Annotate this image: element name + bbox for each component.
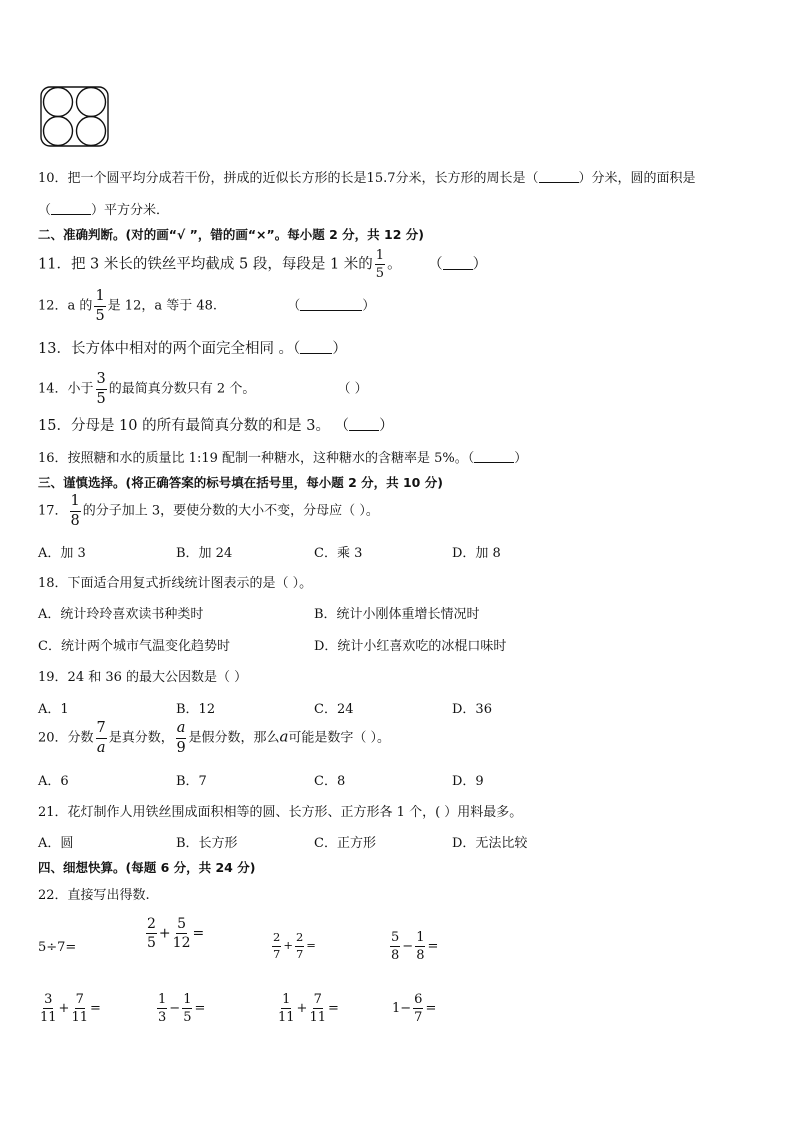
q19-option-c[interactable]: C．24	[314, 702, 354, 717]
fraction: $\frac{3}{5}$	[96, 371, 106, 407]
q18-option-d[interactable]: D．统计小红喜欢吃的冰棍口味时	[314, 639, 507, 654]
fraction: $\frac{1}{11}$	[278, 992, 295, 1025]
q21-option-a[interactable]: A．圆	[38, 836, 74, 851]
question-10-line2: （ ）平方分米．	[38, 203, 170, 218]
question-14: 14．小于 $\frac{3}{5}$ 的最简真分数只有 2 个。 （ ）	[38, 371, 368, 407]
expr-2: $\frac{2}{5}$ + $\frac{5}{12}$ =	[147, 916, 205, 951]
q18-option-a[interactable]: A．统计玲玲喜欢读书种类时	[38, 607, 204, 622]
section-2-heading: 二、准确判断。(对的画“√ ”，错的画“×”。每小题 2 分，共 12 分)	[38, 227, 424, 242]
fraction: $\frac{1}{8}$	[70, 493, 80, 529]
section-4-heading: 四、细想快算。(每题 6 分，共 24 分)	[38, 860, 256, 875]
fraction: $\frac{1}{5}$	[375, 248, 385, 281]
four-circles-figure	[40, 86, 110, 148]
q18-option-b[interactable]: B．统计小刚体重增长情况时	[314, 607, 480, 622]
q21-option-b[interactable]: B．长方形	[176, 836, 238, 851]
q21-option-c[interactable]: C．正方形	[314, 836, 376, 851]
answer-blank[interactable]	[300, 298, 362, 311]
expr-3: $\frac{2}{7}$ + $\frac{2}{7}$ =	[273, 930, 316, 961]
question-18: 18．下面适合用复式折线统计图表示的是（ ）。	[38, 576, 313, 591]
question-22: 22．直接写出得数.	[38, 888, 150, 903]
fraction: $\frac{3}{11}$	[40, 992, 57, 1025]
q19-option-a[interactable]: A．1	[38, 702, 69, 717]
question-10-line1: 10．把一个圆平均分成若干份，拼成的近似长方形的长是15.7分米，长方形的周长是（ ）分米，圆的面积是	[38, 171, 696, 186]
fraction: $\frac{1}{3}$	[158, 992, 167, 1025]
question-16: 16．按照糖和水的质量比 1:19 配制一种糖水，这种糖水的含糖率是 5%。（ ）	[38, 451, 528, 466]
question-11: 11．把 3 米长的铁丝平均截成 5 段，每段是 1 米的 $\frac{1}{5}$ 。 （ ）	[38, 248, 488, 281]
q21-option-d[interactable]: D．无法比较	[452, 836, 528, 851]
fraction: $\frac{2}{7}$	[273, 930, 281, 961]
fraction: $\frac{5}{12}$	[172, 916, 191, 951]
expr-7: $\frac{1}{11}$ + $\frac{7}{11}$ =	[278, 992, 339, 1025]
expr-1: 5÷7=	[38, 940, 77, 955]
question-13: 13．长方体中相对的两个面完全相同 。（ ）	[38, 341, 347, 357]
question-19: 19．24 和 36 的最大公因数是（ ）	[38, 670, 248, 685]
q20-option-d[interactable]: D．9	[452, 774, 484, 789]
q17-option-b[interactable]: B．加 24	[176, 546, 233, 561]
fraction: $\frac{1}{5}$	[95, 288, 105, 324]
answer-blank[interactable]	[349, 418, 379, 431]
expr-6: $\frac{1}{3}$ − $\frac{1}{5}$ =	[158, 992, 206, 1025]
answer-blank[interactable]	[474, 450, 514, 463]
q19-option-b[interactable]: B．12	[176, 702, 216, 717]
fraction: $\frac{7}{11}$	[71, 992, 88, 1025]
expr-5: $\frac{3}{11}$ + $\frac{7}{11}$ =	[40, 992, 101, 1025]
q19-option-d[interactable]: D．36	[452, 702, 492, 717]
q18-option-c[interactable]: C．统计两个城市气温变化趋势时	[38, 639, 230, 654]
answer-blank[interactable]	[51, 202, 91, 215]
fraction: $\frac{2}{7}$	[295, 930, 304, 961]
answer-blank[interactable]	[539, 170, 579, 183]
fraction: $\frac{7}{11}$	[309, 992, 326, 1025]
q17-option-d[interactable]: D．加 8	[452, 546, 501, 561]
fraction: $\frac{7}{a}$	[96, 720, 106, 756]
question-17: 17． $\frac{1}{8}$ 的分子加上 3，要使分数的大小不变，分母应（ ）。	[38, 493, 379, 529]
fraction: $\frac{6}{7}$	[414, 992, 423, 1025]
fraction: $\frac{5}{8}$	[391, 930, 400, 963]
q17-option-c[interactable]: C．乘 3	[314, 546, 363, 561]
question-21: 21．花灯制作人用铁丝围成面积相等的圆、长方形、正方形各 1 个，( ）用料最多。	[38, 805, 523, 820]
q20-option-a[interactable]: A．6	[38, 774, 69, 789]
q20-option-c[interactable]: C．8	[314, 774, 346, 789]
question-20: 20．分数 $\frac{7}{a}$ 是真分数， $\frac{a}{9}$ 是假分数，那么a可能是数字（ ）。	[38, 720, 391, 756]
expr-8: 1− $\frac{6}{7}$ =	[392, 992, 437, 1025]
fraction: $\frac{1}{5}$	[183, 992, 192, 1025]
question-15: 15．分母是 10 的所有最简真分数的和是 3。 （ ）	[38, 418, 394, 434]
fraction: $\frac{a}{9}$	[176, 720, 186, 756]
section-3-heading: 三、谨慎选择。(将正确答案的标号填在括号里，每小题 2 分，共 10 分)	[38, 475, 443, 490]
q20-option-b[interactable]: B．7	[176, 774, 207, 789]
answer-blank[interactable]	[443, 257, 473, 270]
expr-4: $\frac{5}{8}$ − $\frac{1}{8}$ =	[391, 930, 439, 963]
q17-option-a[interactable]: A．加 3	[38, 546, 86, 561]
fraction: $\frac{1}{8}$	[416, 930, 425, 963]
question-12: 12．a 的 $\frac{1}{5}$ 是 12，a 等于 48. （ ）	[38, 288, 376, 324]
answer-blank[interactable]	[300, 341, 332, 354]
answer-parentheses[interactable]: （ ）	[337, 381, 368, 397]
fraction: $\frac{2}{5}$	[147, 916, 156, 951]
